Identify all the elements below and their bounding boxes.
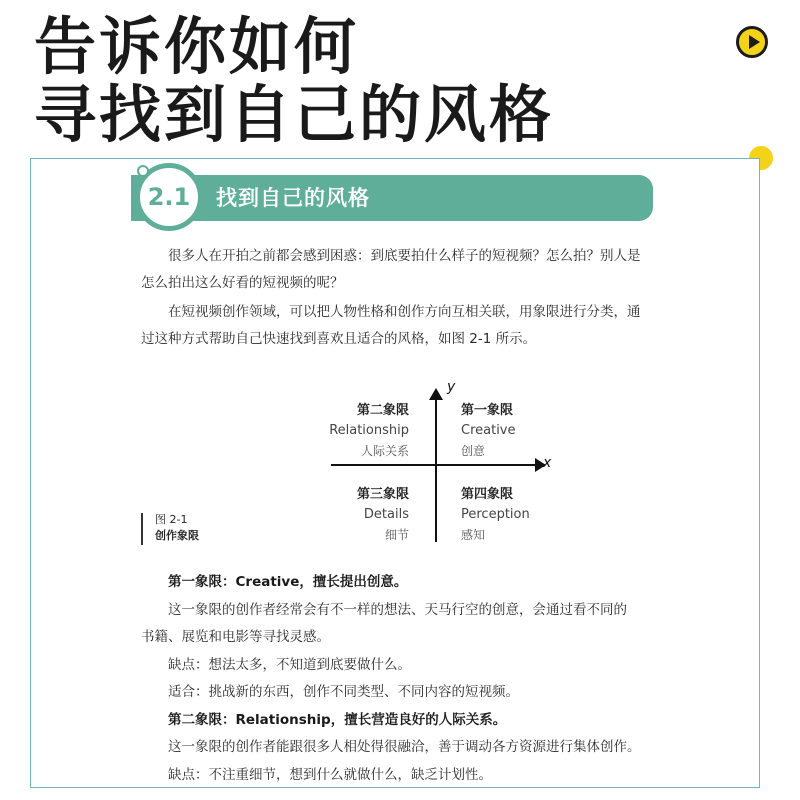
y-axis-label: y bbox=[447, 379, 456, 395]
section-title: 找到自己的风格 bbox=[216, 186, 370, 210]
quadrant-2-chinese: 人际关系 bbox=[360, 444, 409, 458]
body-line: 这一象限的创作者能跟很多人相处得很融洽，善于调动各方资源进行集体创作。 bbox=[168, 739, 641, 755]
quadrant-2-title: 第二象限 bbox=[356, 403, 409, 418]
play-icon[interactable] bbox=[736, 26, 768, 58]
headline-line-2: 寻找到自己的风格 bbox=[34, 78, 555, 151]
quadrant-3-english: Details bbox=[363, 507, 409, 522]
section-number: 2.1 bbox=[147, 183, 191, 211]
body-line: 适合：挑战新的东西，创作不同类型、不同内容的短视频。 bbox=[168, 684, 519, 700]
method-paragraph bbox=[141, 299, 651, 353]
body-text bbox=[141, 569, 661, 788]
body-line: 缺点：不注重细节，想到什么就做什么，缺乏计划性。 bbox=[168, 766, 492, 783]
y-axis-line bbox=[435, 399, 437, 542]
badge-dot-icon bbox=[137, 165, 149, 177]
body-line: 第一象限：Creative，擅长提出创意。 bbox=[168, 574, 408, 590]
y-axis-arrow-icon bbox=[429, 388, 443, 400]
quadrant-3-title: 第三象限 bbox=[356, 487, 409, 502]
quadrant-4-title: 第四象限 bbox=[461, 487, 514, 502]
quadrant-1-english: Creative bbox=[461, 423, 516, 438]
quadrant-4-english: Perception bbox=[461, 507, 530, 522]
body-line: 书籍、展览和电影等寻找灵感。 bbox=[141, 629, 330, 645]
quadrant-1-chinese: 创意 bbox=[461, 444, 486, 458]
figure-caption-title: 创作象限 bbox=[155, 529, 199, 542]
quadrant-3-chinese: 细节 bbox=[384, 528, 409, 542]
intro-paragraph-text: 很多人在开拍之前都会感到困惑：到底要拍什么样子的短视频？怎么拍？别人是怎么拍出这么好看的短视频的呢？ bbox=[141, 248, 641, 291]
x-axis-line bbox=[331, 464, 537, 466]
quadrant-4 bbox=[461, 485, 530, 545]
book-page bbox=[30, 158, 760, 788]
figure-caption-bar bbox=[141, 513, 143, 545]
body-line: 缺点：想法太多，不知道到底要做什么。 bbox=[168, 656, 411, 673]
method-paragraph-text: 在短视频创作领域，可以把人物性格和创作方向互相关联，用象限进行分类，通过这种方式帮助自己快速找到喜欢且适合的风格，如图 2-1 所示。 bbox=[141, 304, 641, 347]
quadrant-4-chinese: 感知 bbox=[461, 528, 486, 542]
figure-caption-number: 图 2-1 bbox=[155, 513, 188, 526]
quadrant-2-english: Relationship bbox=[329, 423, 409, 438]
body-line: 第二象限：Relationship，擅长营造良好的人际关系。 bbox=[168, 711, 507, 728]
intro-paragraph bbox=[141, 243, 651, 297]
section-banner bbox=[131, 175, 653, 221]
headline-line-1: 告诉你如何 bbox=[34, 10, 360, 83]
quadrant-3 bbox=[357, 485, 409, 545]
quadrant-1 bbox=[461, 401, 516, 461]
x-axis-label: x bbox=[543, 455, 552, 471]
quadrant-2 bbox=[329, 401, 409, 461]
figure-caption bbox=[155, 512, 199, 544]
body-line: 这一象限的创作者经常会有不一样的想法、天马行空的创意，会通过看不同的 bbox=[168, 601, 627, 618]
quadrant-1-title: 第一象限 bbox=[461, 403, 514, 418]
